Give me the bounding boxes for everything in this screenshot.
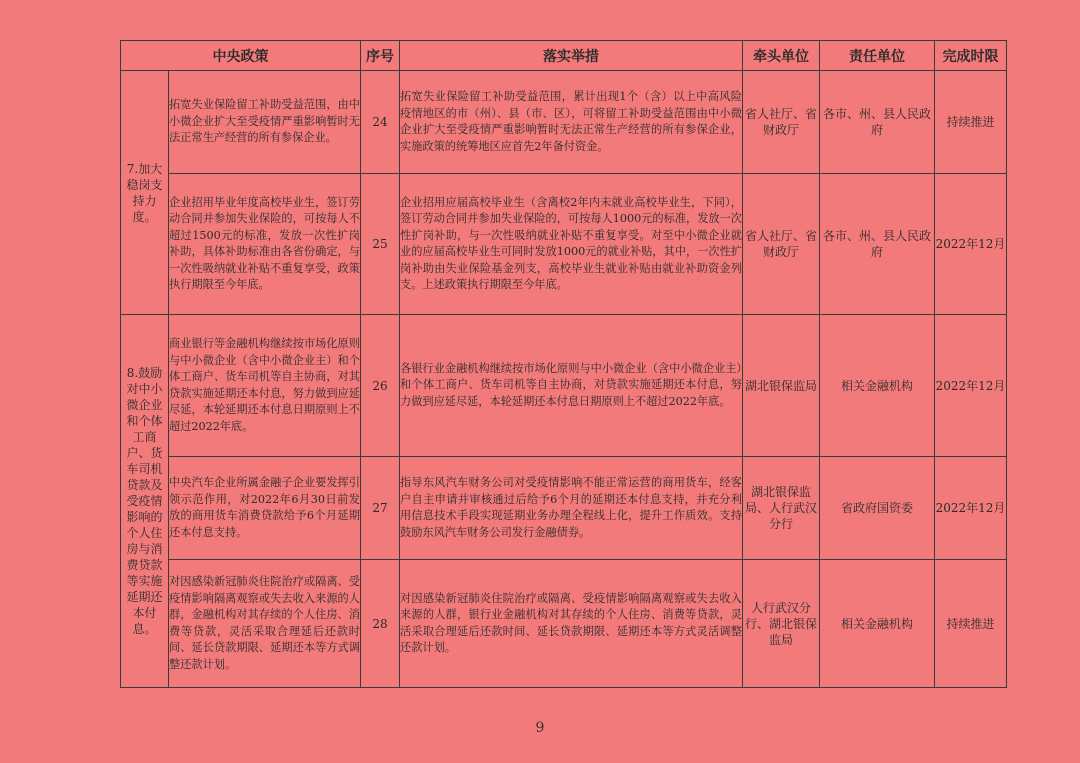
deadline-cell: 2022年12月 (935, 174, 1007, 315)
page-number: 9 (535, 720, 545, 736)
header-measure: 落实举措 (400, 41, 743, 71)
table-header-row (121, 41, 1007, 71)
policy-cell: 商业银行等金融机构继续按市场化原则与中小微企业（含中小微企业主）和个体工商户、货车司机等自主协商，对其贷款实施延期还本付息，努力做到应延尽延，本轮延期还本付息日期原则上不超过2022年底。 (169, 315, 361, 457)
measure-cell: 拓宽失业保险留工补助受益范围，累计出现1个（含）以上中高风险疫情地区的市（州）、县（市、区），可将留工补助受益范围由中小微企业扩大至受疫情严重影响暂时无法正常生产经营的所有参保企业，实施政策的统筹地区应首先2年备付资金。 (400, 71, 743, 174)
table-row (121, 174, 1007, 315)
lead-unit-cell: 省人社厅、省财政厅 (743, 174, 820, 315)
lead-unit-cell: 湖北银保监局 (743, 315, 820, 457)
number-cell: 27 (361, 457, 400, 560)
deadline-cell: 持续推进 (935, 71, 1007, 174)
lead-unit-cell: 人行武汉分行、湖北银保监局 (743, 560, 820, 688)
number-cell: 28 (361, 560, 400, 688)
policy-cell: 拓宽失业保险留工补助受益范围，由中小微企业扩大至受疫情严重影响暂时无法正常生产经营的所有参保企业。 (169, 71, 361, 174)
table-row (121, 560, 1007, 688)
header-number: 序号 (361, 41, 400, 71)
deadline-cell: 2022年12月 (935, 457, 1007, 560)
measure-cell: 指导东风汽车财务公司对受疫情影响不能正常运营的商用货车，经客户自主申请并审核通过后给予6个月的延期还本付息支持，并充分利用信息技术手段实现延期业务办理全程线上化，提升工作质效。支持鼓励东风汽车财务公司发行金融债券。 (400, 457, 743, 560)
measure-cell: 对因感染新冠肺炎住院治疗或隔离、受疫情影响隔离观察或失去收入来源的人群，银行业金融机构对其存续的个人住房、消费等贷款，灵活采取合理延后还款时间、延长贷款期限、延期还本等方式灵活调整还款计划。 (400, 560, 743, 688)
responsible-unit-cell: 省政府国资委 (820, 457, 935, 560)
responsible-unit-cell: 各市、州、县人民政府 (820, 174, 935, 315)
number-cell: 25 (361, 174, 400, 315)
header-responsible-unit: 责任单位 (820, 41, 935, 71)
category-cell: 8.鼓励对中小微企业和个体工商户、货车司机贷款及受疫情影响的个人住房与消费贷款等实施延期还本付息。 (121, 315, 169, 688)
policy-cell: 对因感染新冠肺炎住院治疗或隔离、受疫情影响隔离观察或失去收入来源的人群，金融机构对其存续的个人住房、消费等贷款，灵活采取合理延后还款时间、延长贷款期限、延期还本等方式调整还款计划。 (169, 560, 361, 688)
policy-cell: 企业招用毕业年度高校毕业生，签订劳动合同并参加失业保险的，可按每人不超过1500元的标准，发放一次性扩岗补助，具体补助标准由各省份确定，与一次性吸纳就业补贴不重复享受，政策执行期限至今年底。 (169, 174, 361, 315)
measure-cell: 各银行业金融机构继续按市场化原则与中小微企业（含中小微企业主）和个体工商户、货车司机等自主协商，对贷款实施延期还本付息，努力做到应延尽延，本轮延期还本付息日期原则上不超过2022年底。 (400, 315, 743, 457)
measure-cell: 企业招用应届高校毕业生（含离校2年内未就业高校毕业生，下同），签订劳动合同并参加失业保险的，可按每人1000元的标准，发放一次性扩岗补助，与一次性吸纳就业补贴不重复享受。对至中小微企业就业的应届高校毕业生可同时发放1000元的就业补贴，其中，一次性扩岗补助由失业保险基金列支，高校毕业生就业补贴由就业补助资金列支。上述政策执行期限至今年底。 (400, 174, 743, 315)
policy-table (120, 40, 1007, 688)
policy-cell: 中央汽车企业所属金融子企业要发挥引领示范作用，对2022年6月30日前发放的商用货车消费贷款给予6个月延期还本付息支持。 (169, 457, 361, 560)
number-cell: 24 (361, 71, 400, 174)
category-cell: 7.加大稳岗支持力度。 (121, 71, 169, 315)
header-deadline: 完成时限 (935, 41, 1007, 71)
number-cell: 26 (361, 315, 400, 457)
deadline-cell: 2022年12月 (935, 315, 1007, 457)
table-row (121, 71, 1007, 174)
header-policy: 中央政策 (121, 41, 361, 71)
table-row (121, 457, 1007, 560)
responsible-unit-cell: 相关金融机构 (820, 560, 935, 688)
lead-unit-cell: 省人社厅、省财政厅 (743, 71, 820, 174)
responsible-unit-cell: 各市、州、县人民政府 (820, 71, 935, 174)
table-row (121, 315, 1007, 457)
lead-unit-cell: 湖北银保监局、人行武汉分行 (743, 457, 820, 560)
responsible-unit-cell: 相关金融机构 (820, 315, 935, 457)
header-lead-unit: 牵头单位 (743, 41, 820, 71)
deadline-cell: 持续推进 (935, 560, 1007, 688)
